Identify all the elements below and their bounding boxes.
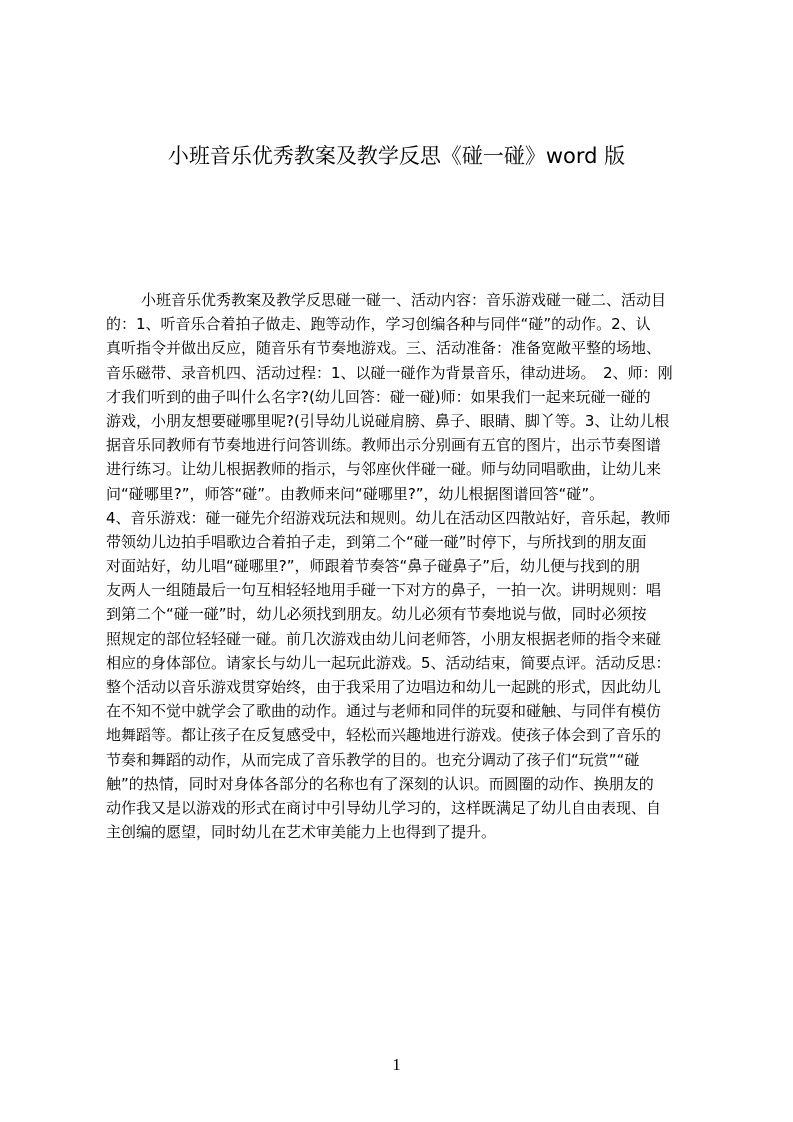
text-line: 节奏和舞蹈的动作，从而完成了音乐教学的目的。也充分调动了孩子们“玩赏”“碰	[106, 750, 640, 769]
text-line: 游戏，小朋友想要碰哪里呢?(引导幼儿说碰肩膀、鼻子、眼睛、脚丫等。3、让幼儿根	[106, 411, 670, 430]
text-line: 4、音乐游戏：碰一碰先介绍游戏玩法和规则。幼儿在活动区四散站好，音乐起，教师	[106, 508, 671, 527]
text-line: 音乐磁带、录音机四、活动过程：1、以碰一碰作为背景音乐，律动进场。 2、师：刚	[106, 363, 673, 382]
text-line: 触”的热情，同时对身体各部分的名称也有了深刻的认识。而圆圈的动作、换朋友的	[106, 774, 654, 793]
text-line: 主创编的愿望，同时幼儿在艺术审美能力上也得到了提升。	[106, 823, 497, 842]
text-line: 据音乐同教师有节奏地进行问答训练。教师出示分别画有五官的图片，出示节奏图谱	[106, 436, 662, 455]
text-line: 对面站好，幼儿唱“碰哪里?”，师跟着节奏答“鼻子碰鼻子”后，幼儿便与找到的朋	[106, 557, 641, 576]
text-line: 在不知不觉中就学会了歌曲的动作。通过与老师和同伴的玩耍和碰触、与同伴有模仿	[106, 702, 662, 721]
text-line: 友两人一组随最后一句互相轻轻地用手碰一下对方的鼻子，一拍一次。讲明规则：唱	[106, 581, 662, 600]
page-number: 1	[392, 1055, 401, 1074]
text-line: 动作我又是以游戏的形式在商讨中引导幼儿学习的，这样既满足了幼儿自由表现、自	[106, 798, 662, 817]
text-line: 才我们听到的曲子叫什么名字?(幼儿回答：碰一碰)师：如果我们一起来玩碰一碰的	[106, 387, 651, 406]
text-line: 问“碰哪里?”，师答“碰”。由教师来问“碰哪里?”，幼儿根据图谱回答“碰”。	[106, 484, 605, 503]
text-line: 到第二个“碰一碰”时，幼儿必须找到朋友。幼儿必须有节奏地说与做，同时必须按	[106, 605, 647, 624]
text-line: 整个活动以音乐游戏贯穿始终，由于我采用了边唱边和幼儿一起跳的形式，因此幼儿	[106, 678, 662, 696]
body-paragraph	[106, 288, 698, 844]
text-line: 小班音乐优秀教案及教学反思碰一碰一、活动内容：音乐游戏碰一碰二、活动目	[141, 291, 667, 309]
text-line: 地舞蹈等。都让孩子在反复感受中，轻松而兴趣地进行游戏。使孩子体会到了音乐的	[106, 726, 662, 745]
document-title: 小班音乐优秀教案及教学反思《碰一碰》word 版	[167, 144, 626, 168]
text-line: 带领幼儿边拍手唱歌边合着拍子走，到第二个“碰一碰”时停下，与所找到的朋友面	[106, 532, 647, 551]
text-line: 真听指令并做出反应，随音乐有节奏地游戏。三、活动准备：准备宽敞平整的场地、	[106, 339, 662, 358]
text-line: 的：1、听音乐合着拍子做走、跑等动作，学习创编各种与同伴“碰”的动作。2、认	[106, 315, 651, 334]
text-line: 照规定的部位轻轻碰一碰。前几次游戏由幼儿问老师答，小朋友根据老师的指令来碰	[106, 629, 662, 648]
text-line: 进行练习。让幼儿根据教师的指示，与邻座伙伴碰一碰。师与幼同唱歌曲，让幼儿来	[106, 460, 662, 479]
text-line: 相应的身体部位。请家长与幼儿一起玩此游戏。5、活动结束，简要点评。活动反思：	[106, 653, 671, 672]
